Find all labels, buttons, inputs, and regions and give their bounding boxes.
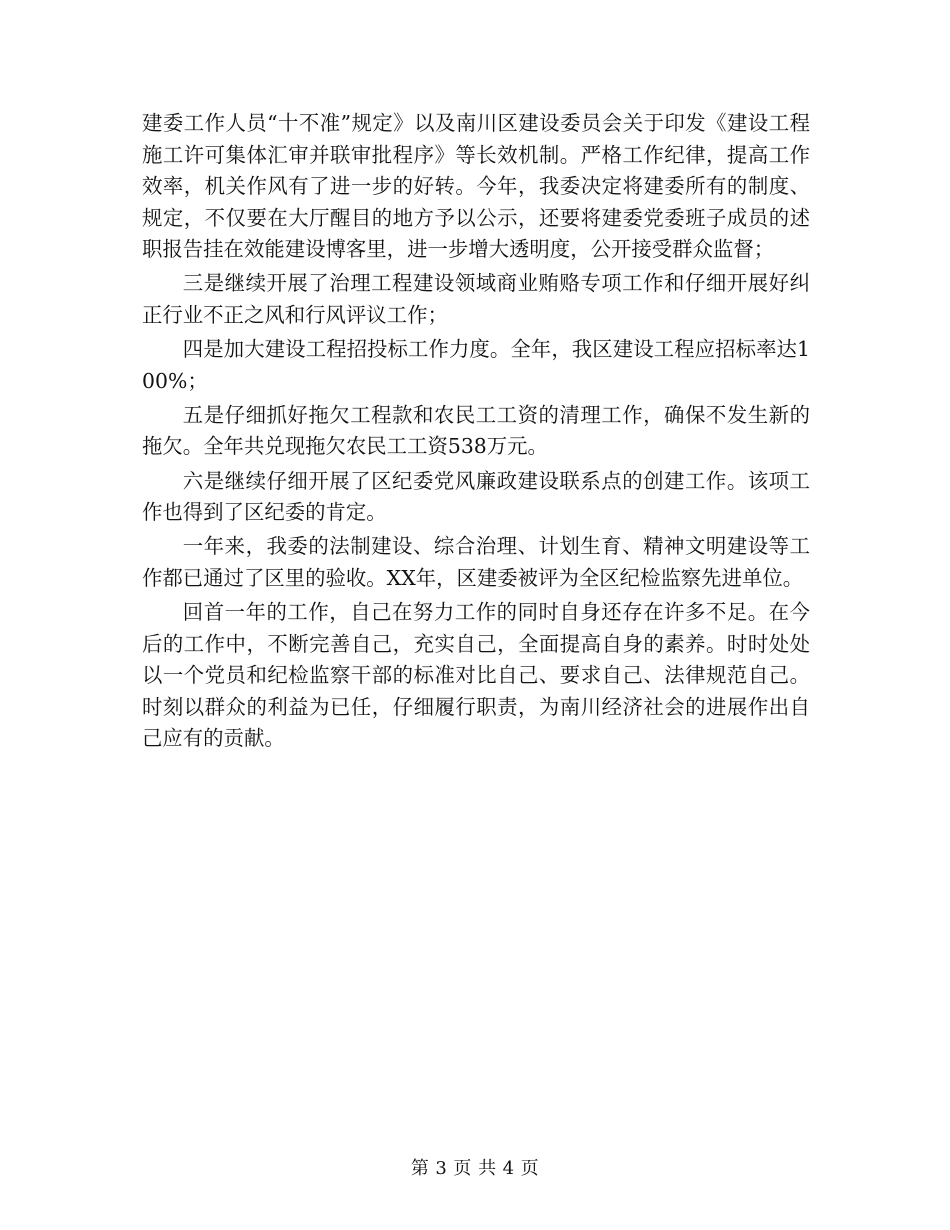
paragraph-item-four: 四是加大建设工程招投标工作力度。全年，我区建设工程应招标率达100%； <box>142 337 810 393</box>
paragraph-item-six: 六是继续仔细开展了区纪委党风廉政建设联系点的创建工作。该项工作也得到了区纪委的肯定。 <box>142 468 810 525</box>
footer-total-pages: 4 <box>502 1158 515 1179</box>
footer-middle: 页 共 <box>453 1158 497 1179</box>
footer-prefix: 第 <box>410 1158 430 1179</box>
paragraph-item-three: 三是继续开展了治理工程建设领域商业贿赂专项工作和仔细开展好纠正行业不正之风和行风评议工作； <box>142 271 810 327</box>
document-body <box>142 108 810 758</box>
paragraph-reflection: 回首一年的工作，自己在努力工作的同时自身还存在许多不足。在今后的工作中，不断完善自己，充实自己，全面提高自身的素养。时时处处以一个党员和纪检监察干部的标准对比自己、要求自己、法律规范自己。时刻以群众的利益为已任，仔细履行职责，为南川经济社会的进展作出自己应有的贡献。 <box>142 600 810 751</box>
footer-page-number: 3 <box>435 1158 448 1179</box>
paragraph-year-summary: 一年来，我委的法制建设、综合治理、计划生育、精神文明建设等工作都已通过了区里的验收。XX年，区建委被评为全区纪检监察先进单位。 <box>142 534 810 590</box>
page-footer <box>0 1154 950 1180</box>
footer-suffix: 页 <box>520 1158 540 1179</box>
paragraph-continued: 建委工作人员“十不准”规定》以及南川区建设委员会关于印发《建设工程施工许可集体汇审并联审批程序》等长效机制。严格工作纪律，提高工作效率，机关作风有了进一步的好转。今年，我委决定将建委所有的制度、规定，不仅要在大厅醒目的地方予以公示，还要将建委党委班子成员的述职报告挂在效能建设博客里，进一步增大透明度，公开接受群众监督； <box>142 111 810 261</box>
paragraph-item-five: 五是仔细抓好拖欠工程款和农民工工资的清理工作，确保不发生新的拖欠。全年共兑现拖欠农民工工资538万元。 <box>142 402 810 459</box>
